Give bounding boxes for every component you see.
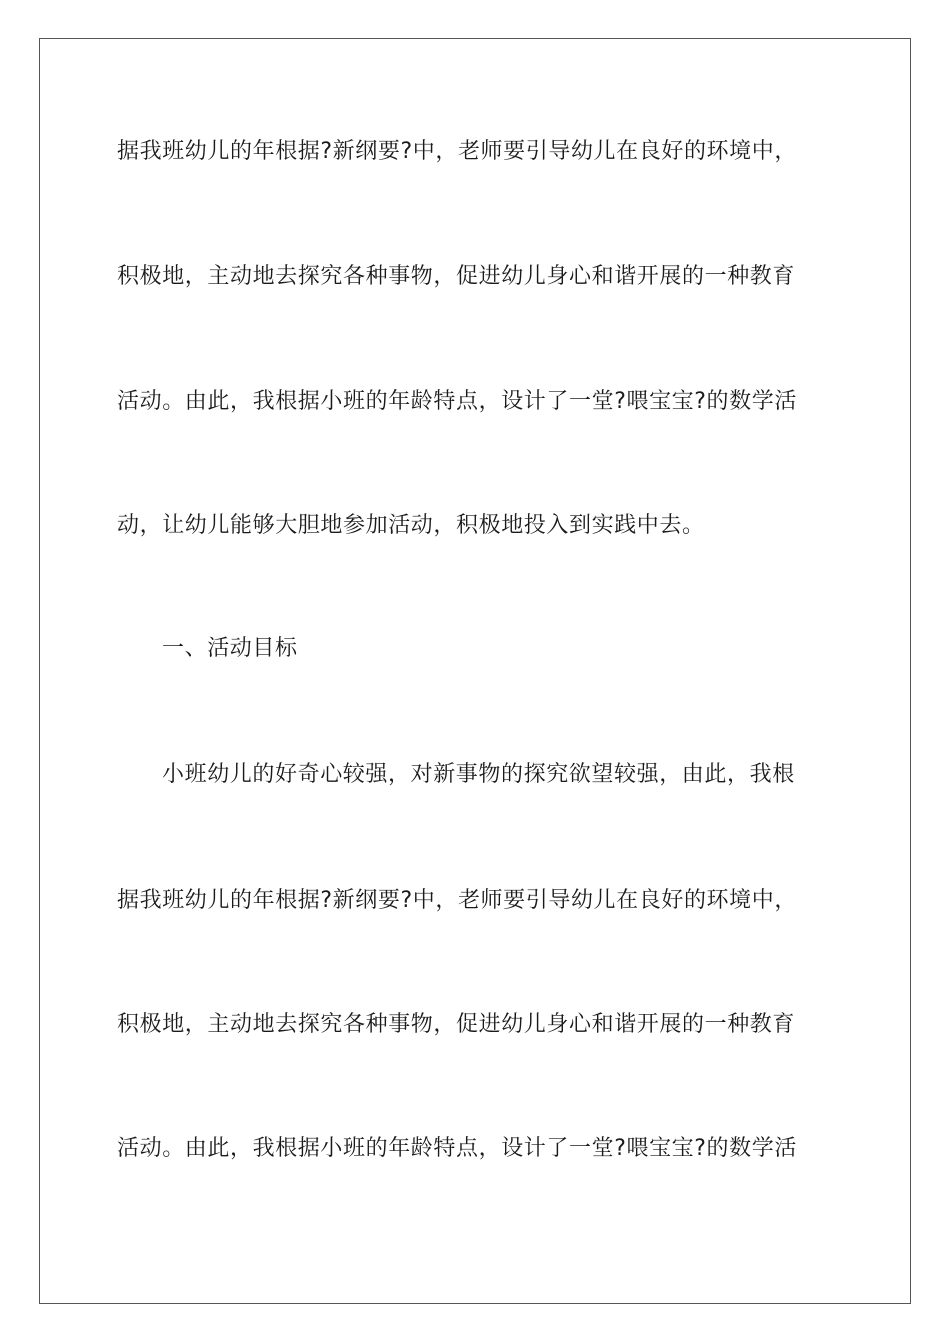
text-line: 积极地，主动地去探究各种事物，促进幼儿身心和谐开展的一种教育 xyxy=(117,1012,796,1037)
paragraph-first-line: 小班幼儿的好奇心较强，对新事物的探究欲望较强，由此，我根 xyxy=(162,762,795,787)
text-line: 活动。由此，我根据小班的年龄特点，设计了一堂?喂宝宝?的数学活 xyxy=(117,389,797,414)
text-line: 活动。由此，我根据小班的年龄特点，设计了一堂?喂宝宝?的数学活 xyxy=(117,1136,797,1161)
text-line: 据我班幼儿的年根据?新纲要?中，老师要引导幼儿在良好的环境中， xyxy=(117,888,797,913)
text-line: 据我班幼儿的年根据?新纲要?中，老师要引导幼儿在良好的环境中， xyxy=(117,139,797,164)
text-line: 积极地，主动地去探究各种事物，促进幼儿身心和谐开展的一种教育 xyxy=(117,264,796,289)
section-heading: 一、活动目标 xyxy=(162,636,298,661)
page-border xyxy=(39,38,911,1304)
text-line: 动，让幼儿能够大胆地参加活动，积极地投入到实践中去。 xyxy=(117,513,705,538)
